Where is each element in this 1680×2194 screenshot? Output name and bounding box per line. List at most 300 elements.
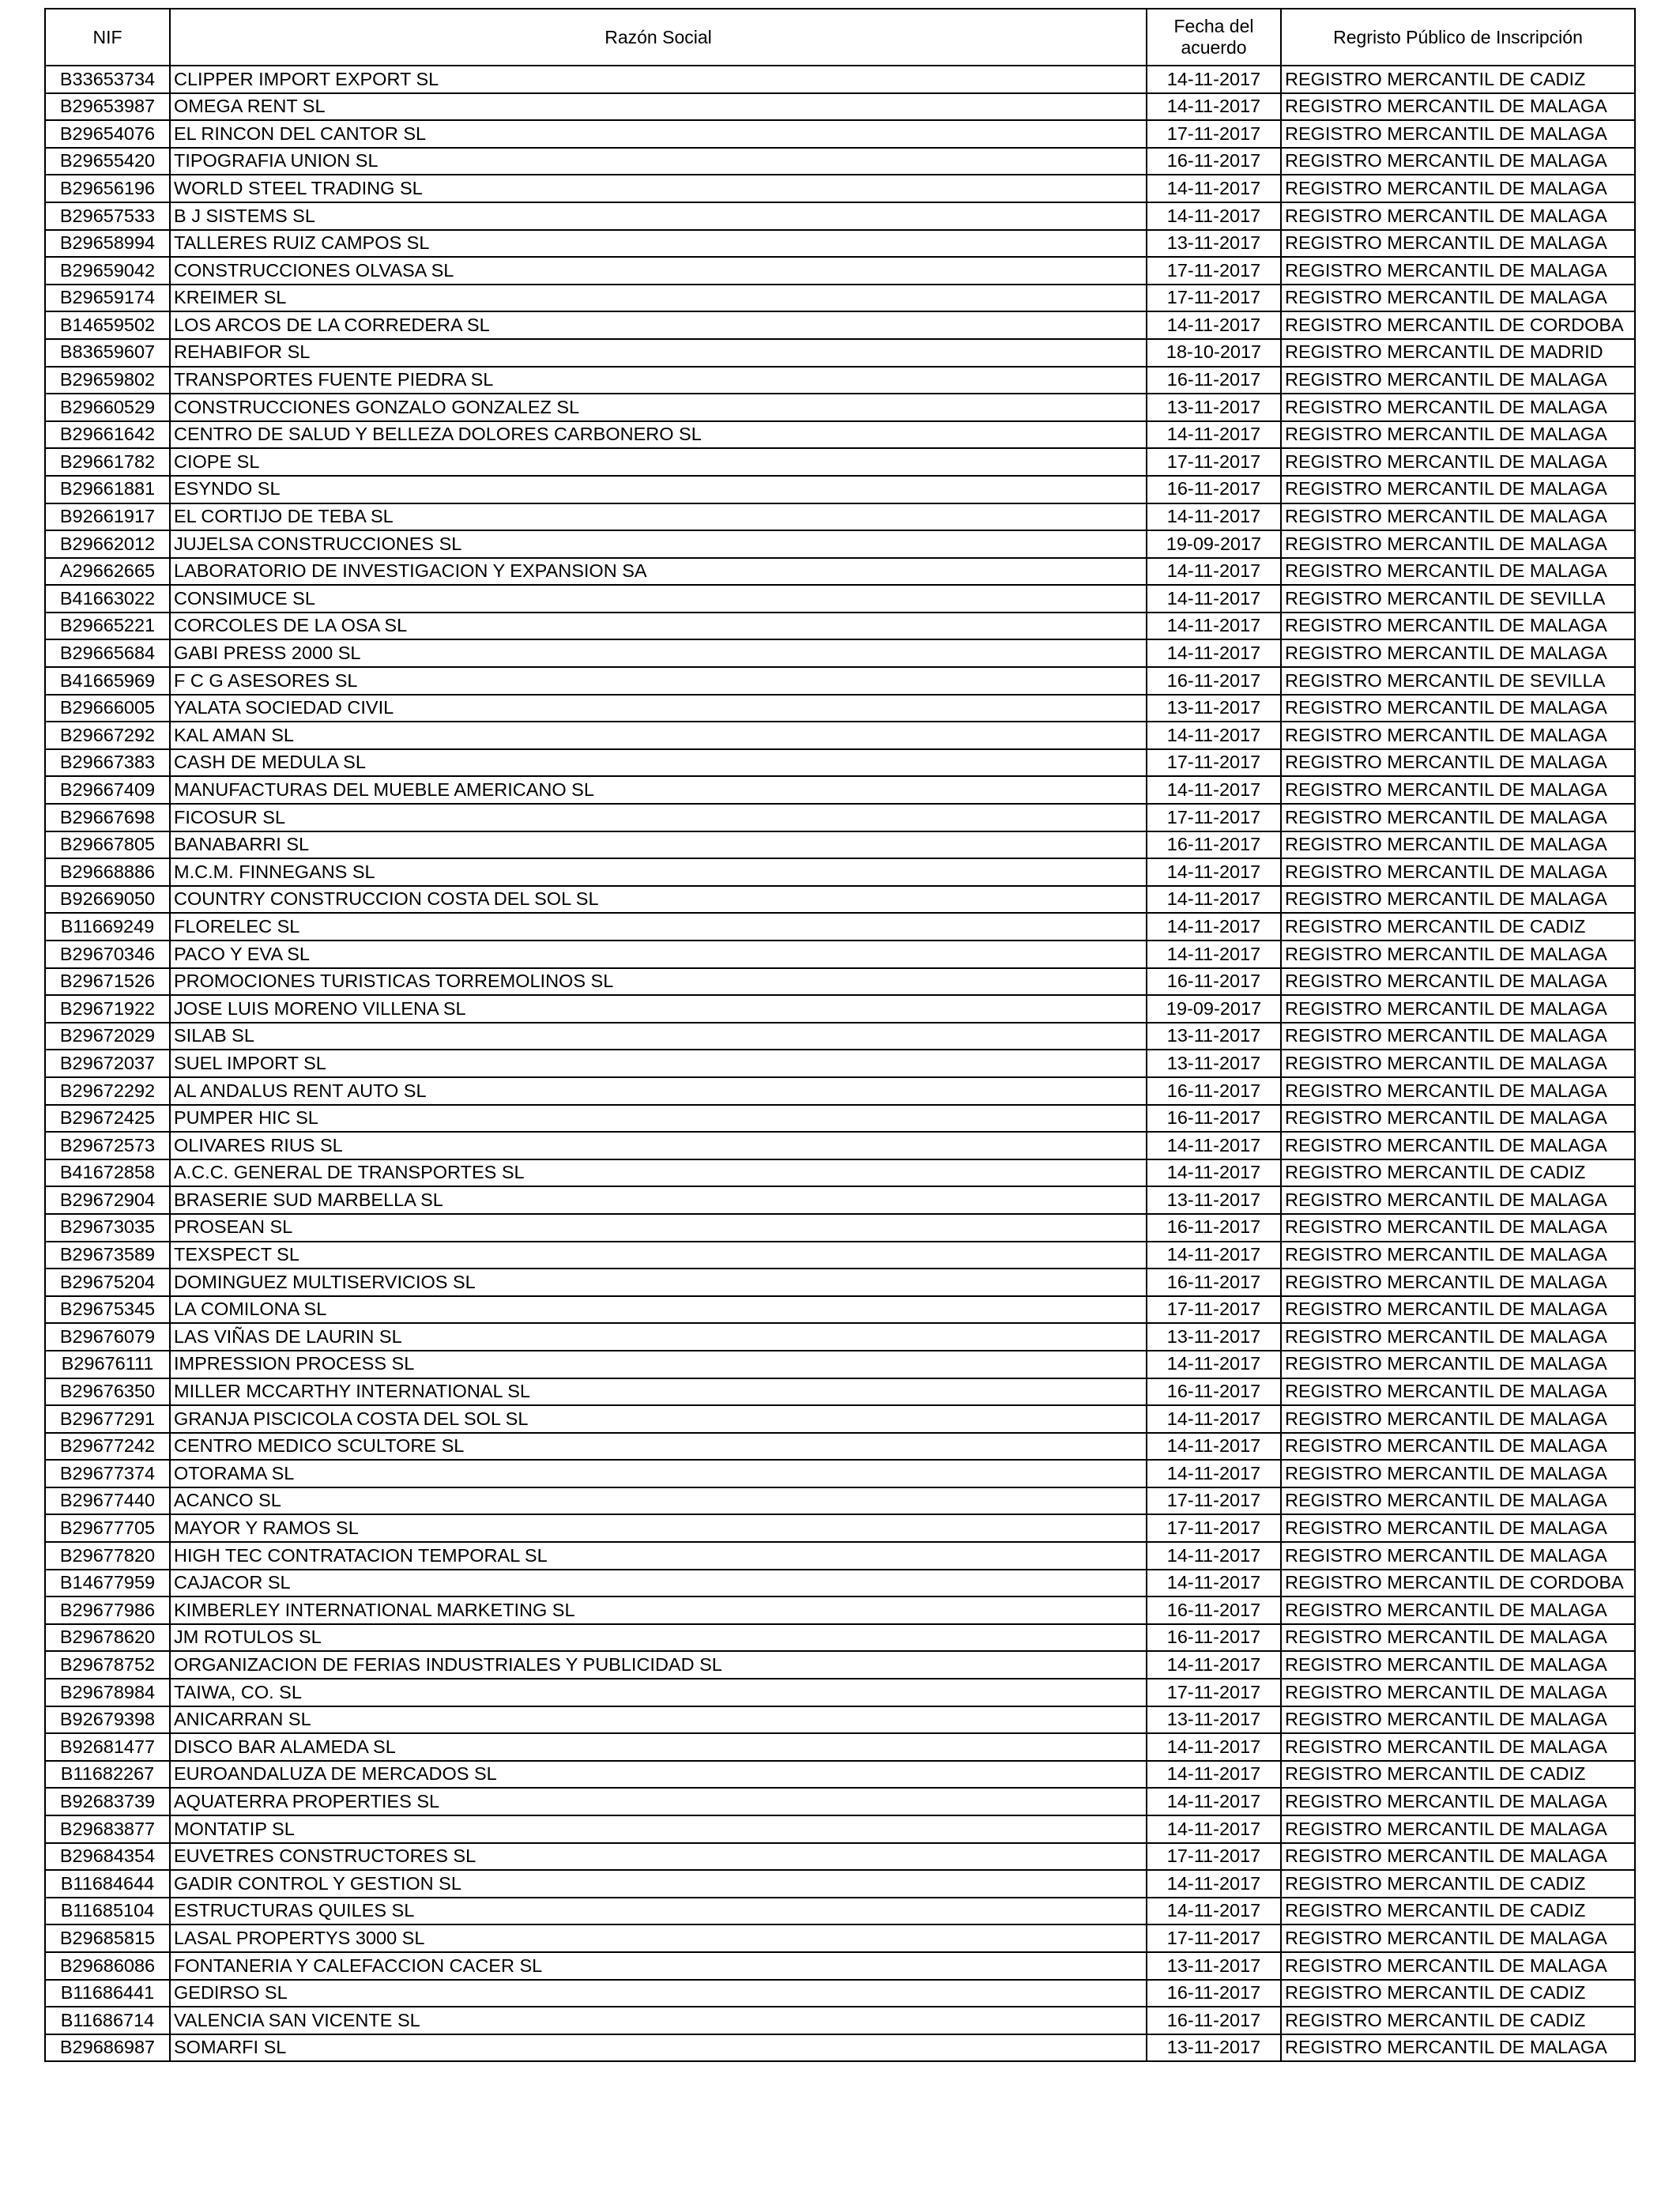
header-registro: Regristo Público de Inscripción (1281, 9, 1635, 66)
fecha-cell: 14-11-2017 (1147, 1159, 1281, 1187)
table-row (45, 1706, 1635, 1734)
nif-cell: B29672904 (45, 1186, 170, 1214)
registro-cell: REGISTRO MERCANTIL DE MALAGA (1281, 1296, 1635, 1324)
nif-cell: B29658994 (45, 230, 170, 258)
registro-cell: REGISTRO MERCANTIL DE MALAGA (1281, 941, 1635, 968)
nif-cell: B29672573 (45, 1132, 170, 1159)
registro-cell: REGISTRO MERCANTIL DE MALAGA (1281, 1924, 1635, 1952)
razon-social-cell: TALLERES RUIZ CAMPOS SL (170, 230, 1147, 258)
fecha-cell: 16-11-2017 (1147, 1624, 1281, 1652)
table-row (45, 776, 1635, 804)
razon-social-cell: SUEL IMPORT SL (170, 1050, 1147, 1077)
razon-social-cell: BRASERIE SUD MARBELLA SL (170, 1186, 1147, 1214)
razon-social-cell: EUVETRES CONSTRUCTORES SL (170, 1843, 1147, 1871)
razon-social-cell: EL CORTIJO DE TEBA SL (170, 503, 1147, 531)
nif-cell: B29686086 (45, 1952, 170, 1980)
razon-social-cell: PUMPER HIC SL (170, 1105, 1147, 1133)
registro-cell: REGISTRO MERCANTIL DE MALAGA (1281, 175, 1635, 202)
razon-social-cell: PACO Y EVA SL (170, 941, 1147, 968)
razon-social-cell: DISCO BAR ALAMEDA SL (170, 1733, 1147, 1761)
fecha-cell: 14-11-2017 (1147, 585, 1281, 613)
registro-cell: REGISTRO MERCANTIL DE MALAGA (1281, 1050, 1635, 1077)
razon-social-cell: TEXSPECT SL (170, 1242, 1147, 1269)
nif-cell: B29678620 (45, 1624, 170, 1652)
registro-cell: REGISTRO MERCANTIL DE MALAGA (1281, 858, 1635, 886)
razon-social-cell: TAIWA, CO. SL (170, 1679, 1147, 1706)
table-row (45, 1460, 1635, 1487)
table-row (45, 1815, 1635, 1843)
razon-social-cell: PROMOCIONES TURISTICAS TORREMOLINOS SL (170, 968, 1147, 996)
registro-cell: REGISTRO MERCANTIL DE MALAGA (1281, 202, 1635, 230)
registro-cell: REGISTRO MERCANTIL DE MALAGA (1281, 1023, 1635, 1050)
razon-social-cell: KAL AMAN SL (170, 722, 1147, 749)
razon-social-cell: F C G ASESORES SL (170, 667, 1147, 695)
razon-social-cell: OLIVARES RIUS SL (170, 1132, 1147, 1159)
registro-cell: REGISTRO MERCANTIL DE MALAGA (1281, 120, 1635, 148)
fecha-cell: 14-11-2017 (1147, 941, 1281, 968)
razon-social-cell: WORLD STEEL TRADING SL (170, 175, 1147, 202)
registro-cell: REGISTRO MERCANTIL DE CORDOBA (1281, 1570, 1635, 1597)
razon-social-cell: FONTANERIA Y CALEFACCION CACER SL (170, 1952, 1147, 1980)
registro-cell: REGISTRO MERCANTIL DE MALAGA (1281, 1733, 1635, 1761)
razon-social-cell: MONTATIP SL (170, 1815, 1147, 1843)
nif-cell: B29676111 (45, 1351, 170, 1378)
razon-social-cell: JM ROTULOS SL (170, 1624, 1147, 1652)
table-row (45, 1542, 1635, 1570)
fecha-cell: 14-11-2017 (1147, 558, 1281, 586)
table-row (45, 1433, 1635, 1461)
razon-social-cell: VALENCIA SAN VICENTE SL (170, 2007, 1147, 2034)
fecha-cell: 14-11-2017 (1147, 722, 1281, 749)
table-row (45, 804, 1635, 831)
registro-cell: REGISTRO MERCANTIL DE MALAGA (1281, 1077, 1635, 1105)
nif-cell: B14677959 (45, 1570, 170, 1597)
registro-cell: REGISTRO MERCANTIL DE MALAGA (1281, 1242, 1635, 1269)
table-row (45, 1624, 1635, 1652)
registro-cell: REGISTRO MERCANTIL DE MALAGA (1281, 2034, 1635, 2062)
registro-cell: REGISTRO MERCANTIL DE MALAGA (1281, 1105, 1635, 1133)
nif-cell: B29677374 (45, 1460, 170, 1487)
fecha-cell: 14-11-2017 (1147, 1651, 1281, 1679)
nif-cell: B41663022 (45, 585, 170, 613)
nif-cell: B29672292 (45, 1077, 170, 1105)
fecha-cell: 13-11-2017 (1147, 1186, 1281, 1214)
nif-cell: B29656196 (45, 175, 170, 202)
nif-cell: B29678752 (45, 1651, 170, 1679)
razon-social-cell: CENTRO MEDICO SCULTORE SL (170, 1433, 1147, 1461)
table-row (45, 311, 1635, 339)
registro-cell: REGISTRO MERCANTIL DE MALAGA (1281, 831, 1635, 859)
header-fecha-acuerdo: Fecha del acuerdo (1147, 9, 1281, 66)
nif-cell: B41665969 (45, 667, 170, 695)
table-row (45, 202, 1635, 230)
razon-social-cell: MILLER MCCARTHY INTERNATIONAL SL (170, 1378, 1147, 1406)
nif-cell: B33653734 (45, 66, 170, 93)
nif-cell: B29665221 (45, 613, 170, 640)
fecha-cell: 14-11-2017 (1147, 613, 1281, 640)
nif-cell: B29670346 (45, 941, 170, 968)
registro-cell: REGISTRO MERCANTIL DE MALAGA (1281, 1186, 1635, 1214)
fecha-cell: 14-11-2017 (1147, 311, 1281, 339)
table-row (45, 1214, 1635, 1242)
nif-cell: B29686987 (45, 2034, 170, 2062)
table-row (45, 1105, 1635, 1133)
fecha-cell: 19-09-2017 (1147, 530, 1281, 558)
razon-social-cell: EUROANDALUZA DE MERCADOS SL (170, 1761, 1147, 1789)
razon-social-cell: BANABARRI SL (170, 831, 1147, 859)
table-row (45, 66, 1635, 93)
table-row (45, 257, 1635, 285)
registro-cell: REGISTRO MERCANTIL DE MALAGA (1281, 1624, 1635, 1652)
registro-cell: REGISTRO MERCANTIL DE MALAGA (1281, 448, 1635, 476)
nif-cell: B29677242 (45, 1433, 170, 1461)
fecha-cell: 17-11-2017 (1147, 285, 1281, 312)
fecha-cell: 16-11-2017 (1147, 2007, 1281, 2034)
fecha-cell: 14-11-2017 (1147, 1898, 1281, 1925)
registro-cell: REGISTRO MERCANTIL DE MALAGA (1281, 503, 1635, 531)
nif-cell: B29678984 (45, 1679, 170, 1706)
nif-cell: B11686714 (45, 2007, 170, 2034)
nif-cell: B41672858 (45, 1159, 170, 1187)
registro-cell: REGISTRO MERCANTIL DE MALAGA (1281, 1815, 1635, 1843)
table-row (45, 667, 1635, 695)
table-row (45, 230, 1635, 258)
table-row (45, 476, 1635, 503)
razon-social-cell: GEDIRSO SL (170, 1980, 1147, 2007)
table-row (45, 1788, 1635, 1815)
fecha-cell: 13-11-2017 (1147, 1706, 1281, 1734)
table-row (45, 1296, 1635, 1324)
fecha-cell: 16-11-2017 (1147, 1214, 1281, 1242)
razon-social-cell: EL RINCON DEL CANTOR SL (170, 120, 1147, 148)
razon-social-cell: ANICARRAN SL (170, 1706, 1147, 1734)
nif-cell: B29667383 (45, 749, 170, 777)
registro-cell: REGISTRO MERCANTIL DE MALAGA (1281, 1132, 1635, 1159)
nif-cell: B11682267 (45, 1761, 170, 1789)
razon-social-cell: JUJELSA CONSTRUCCIONES SL (170, 530, 1147, 558)
table-row (45, 2034, 1635, 2062)
registro-cell: REGISTRO MERCANTIL DE MALAGA (1281, 1433, 1635, 1461)
fecha-cell: 16-11-2017 (1147, 831, 1281, 859)
fecha-cell: 13-11-2017 (1147, 695, 1281, 722)
fecha-cell: 16-11-2017 (1147, 367, 1281, 394)
registro-cell: REGISTRO MERCANTIL DE MALAGA (1281, 1542, 1635, 1570)
razon-social-cell: LOS ARCOS DE LA CORREDERA SL (170, 311, 1147, 339)
razon-social-cell: OMEGA RENT SL (170, 93, 1147, 121)
registro-cell: REGISTRO MERCANTIL DE MALAGA (1281, 1651, 1635, 1679)
registro-cell: REGISTRO MERCANTIL DE CADIZ (1281, 913, 1635, 941)
registro-cell: REGISTRO MERCANTIL DE MALAGA (1281, 1596, 1635, 1624)
table-row (45, 1843, 1635, 1871)
fecha-cell: 13-11-2017 (1147, 1952, 1281, 1980)
table-row (45, 585, 1635, 613)
table-row (45, 1242, 1635, 1269)
fecha-cell: 13-11-2017 (1147, 230, 1281, 258)
table-row (45, 394, 1635, 421)
razon-social-cell: DOMINGUEZ MULTISERVICIOS SL (170, 1269, 1147, 1296)
fecha-cell: 14-11-2017 (1147, 639, 1281, 667)
registro-cell: REGISTRO MERCANTIL DE MALAGA (1281, 1487, 1635, 1515)
nif-cell: B29668886 (45, 858, 170, 886)
fecha-cell: 17-11-2017 (1147, 1514, 1281, 1542)
nif-cell: B29675345 (45, 1296, 170, 1324)
fecha-cell: 17-11-2017 (1147, 1296, 1281, 1324)
razon-social-cell: GRANJA PISCICOLA COSTA DEL SOL SL (170, 1405, 1147, 1433)
nif-cell: B29667805 (45, 831, 170, 859)
razon-social-cell: CONSTRUCCIONES GONZALO GONZALEZ SL (170, 394, 1147, 421)
fecha-cell: 14-11-2017 (1147, 1761, 1281, 1789)
nif-cell: B29683877 (45, 1815, 170, 1843)
registro-cell: REGISTRO MERCANTIL DE MALAGA (1281, 558, 1635, 586)
registro-cell: REGISTRO MERCANTIL DE CADIZ (1281, 1898, 1635, 1925)
registro-cell: REGISTRO MERCANTIL DE CORDOBA (1281, 311, 1635, 339)
razon-social-cell: CIOPE SL (170, 448, 1147, 476)
table-row (45, 613, 1635, 640)
nif-cell: B29659042 (45, 257, 170, 285)
nif-cell: B11669249 (45, 913, 170, 941)
table-row (45, 1050, 1635, 1077)
fecha-cell: 16-11-2017 (1147, 1378, 1281, 1406)
registro-cell: REGISTRO MERCANTIL DE MALAGA (1281, 257, 1635, 285)
fecha-cell: 16-11-2017 (1147, 148, 1281, 175)
fecha-cell: 17-11-2017 (1147, 804, 1281, 831)
registro-cell: REGISTRO MERCANTIL DE MALAGA (1281, 886, 1635, 914)
nif-cell: B29667292 (45, 722, 170, 749)
razon-social-cell: JOSE LUIS MORENO VILLENA SL (170, 995, 1147, 1023)
razon-social-cell: ESTRUCTURAS QUILES SL (170, 1898, 1147, 1925)
razon-social-cell: ACANCO SL (170, 1487, 1147, 1515)
table-row (45, 1952, 1635, 1980)
razon-social-cell: ORGANIZACION DE FERIAS INDUSTRIALES Y PUBLICIDAD SL (170, 1651, 1147, 1679)
fecha-cell: 14-11-2017 (1147, 1242, 1281, 1269)
fecha-cell: 14-11-2017 (1147, 1570, 1281, 1597)
fecha-cell: 14-11-2017 (1147, 886, 1281, 914)
fecha-cell: 17-11-2017 (1147, 1924, 1281, 1952)
table-row (45, 421, 1635, 449)
fecha-cell: 14-11-2017 (1147, 1351, 1281, 1378)
registry-table (44, 8, 1636, 2062)
table-row (45, 1405, 1635, 1433)
table-row (45, 941, 1635, 968)
table-row (45, 1323, 1635, 1351)
nif-cell: B83659607 (45, 339, 170, 367)
table-row (45, 1378, 1635, 1406)
nif-cell: B11685104 (45, 1898, 170, 1925)
table-row (45, 1761, 1635, 1789)
table-row (45, 1487, 1635, 1515)
table-row (45, 639, 1635, 667)
nif-cell: B29657533 (45, 202, 170, 230)
razon-social-cell: ESYNDO SL (170, 476, 1147, 503)
table-row (45, 1870, 1635, 1898)
nif-cell: B29676350 (45, 1378, 170, 1406)
table-row (45, 530, 1635, 558)
nif-cell: B29653987 (45, 93, 170, 121)
razon-social-cell: B J SISTEMS SL (170, 202, 1147, 230)
table-row (45, 886, 1635, 914)
header-nif: NIF (45, 9, 170, 66)
table-row (45, 1132, 1635, 1159)
fecha-cell: 16-11-2017 (1147, 476, 1281, 503)
table-row (45, 448, 1635, 476)
fecha-cell: 13-11-2017 (1147, 1050, 1281, 1077)
razon-social-cell: LA COMILONA SL (170, 1296, 1147, 1324)
nif-cell: B29675204 (45, 1269, 170, 1296)
table-row (45, 148, 1635, 175)
fecha-cell: 17-11-2017 (1147, 749, 1281, 777)
registro-cell: REGISTRO MERCANTIL DE MALAGA (1281, 1378, 1635, 1406)
razon-social-cell: CLIPPER IMPORT EXPORT SL (170, 66, 1147, 93)
razon-social-cell: CORCOLES DE LA OSA SL (170, 613, 1147, 640)
fecha-cell: 18-10-2017 (1147, 339, 1281, 367)
razon-social-cell: LABORATORIO DE INVESTIGACION Y EXPANSION SA (170, 558, 1147, 586)
razon-social-cell: AL ANDALUS RENT AUTO SL (170, 1077, 1147, 1105)
table-row (45, 1077, 1635, 1105)
nif-cell: A29662665 (45, 558, 170, 586)
registro-cell: REGISTRO MERCANTIL DE MALAGA (1281, 394, 1635, 421)
registro-cell: REGISTRO MERCANTIL DE MALAGA (1281, 968, 1635, 996)
nif-cell: B29659802 (45, 367, 170, 394)
table-row (45, 1023, 1635, 1050)
nif-cell: B29666005 (45, 695, 170, 722)
nif-cell: B29672425 (45, 1105, 170, 1133)
razon-social-cell: LAS VIÑAS DE LAURIN SL (170, 1323, 1147, 1351)
registro-cell: REGISTRO MERCANTIL DE MALAGA (1281, 1679, 1635, 1706)
razon-social-cell: M.C.M. FINNEGANS SL (170, 858, 1147, 886)
razon-social-cell: KREIMER SL (170, 285, 1147, 312)
table-row (45, 968, 1635, 996)
nif-cell: B29671922 (45, 995, 170, 1023)
fecha-cell: 14-11-2017 (1147, 913, 1281, 941)
registro-cell: REGISTRO MERCANTIL DE CADIZ (1281, 2007, 1635, 2034)
table-row (45, 1159, 1635, 1187)
registro-cell: REGISTRO MERCANTIL DE MALAGA (1281, 695, 1635, 722)
razon-social-cell: FICOSUR SL (170, 804, 1147, 831)
nif-cell: B29677440 (45, 1487, 170, 1515)
razon-social-cell: OTORAMA SL (170, 1460, 1147, 1487)
registro-cell: REGISTRO MERCANTIL DE MALAGA (1281, 639, 1635, 667)
registro-cell: REGISTRO MERCANTIL DE SEVILLA (1281, 585, 1635, 613)
fecha-cell: 17-11-2017 (1147, 1679, 1281, 1706)
fecha-cell: 16-11-2017 (1147, 1596, 1281, 1624)
table-row (45, 120, 1635, 148)
table-row (45, 1186, 1635, 1214)
fecha-cell: 14-11-2017 (1147, 1132, 1281, 1159)
nif-cell: B29673035 (45, 1214, 170, 1242)
table-row (45, 175, 1635, 202)
nif-cell: B92681477 (45, 1733, 170, 1761)
nif-cell: B29672037 (45, 1050, 170, 1077)
table-row (45, 1733, 1635, 1761)
table-body (45, 66, 1635, 2061)
nif-cell: B29660529 (45, 394, 170, 421)
registro-cell: REGISTRO MERCANTIL DE CADIZ (1281, 1870, 1635, 1898)
registro-cell: REGISTRO MERCANTIL DE CADIZ (1281, 1761, 1635, 1789)
fecha-cell: 14-11-2017 (1147, 1788, 1281, 1815)
registro-cell: REGISTRO MERCANTIL DE MALAGA (1281, 613, 1635, 640)
registro-cell: REGISTRO MERCANTIL DE MALAGA (1281, 1843, 1635, 1871)
fecha-cell: 14-11-2017 (1147, 1815, 1281, 1843)
razon-social-cell: SILAB SL (170, 1023, 1147, 1050)
nif-cell: B29659174 (45, 285, 170, 312)
fecha-cell: 17-11-2017 (1147, 1843, 1281, 1871)
fecha-cell: 14-11-2017 (1147, 1870, 1281, 1898)
nif-cell: B29676079 (45, 1323, 170, 1351)
fecha-cell: 13-11-2017 (1147, 1323, 1281, 1351)
nif-cell: B11684644 (45, 1870, 170, 1898)
fecha-cell: 14-11-2017 (1147, 175, 1281, 202)
fecha-cell: 17-11-2017 (1147, 1487, 1281, 1515)
fecha-cell: 14-11-2017 (1147, 421, 1281, 449)
registro-cell: REGISTRO MERCANTIL DE MALAGA (1281, 285, 1635, 312)
fecha-cell: 16-11-2017 (1147, 968, 1281, 996)
fecha-cell: 14-11-2017 (1147, 1433, 1281, 1461)
nif-cell: B29661642 (45, 421, 170, 449)
registro-cell: REGISTRO MERCANTIL DE MALAGA (1281, 1952, 1635, 1980)
nif-cell: B92683739 (45, 1788, 170, 1815)
registro-cell: REGISTRO MERCANTIL DE MALAGA (1281, 93, 1635, 121)
table-row (45, 1651, 1635, 1679)
registro-cell: REGISTRO MERCANTIL DE MALAGA (1281, 530, 1635, 558)
fecha-cell: 14-11-2017 (1147, 1542, 1281, 1570)
razon-social-cell: PROSEAN SL (170, 1214, 1147, 1242)
razon-social-cell: CONSIMUCE SL (170, 585, 1147, 613)
registro-cell: REGISTRO MERCANTIL DE MALAGA (1281, 1788, 1635, 1815)
nif-cell: B29677705 (45, 1514, 170, 1542)
table-row (45, 93, 1635, 121)
razon-social-cell: TIPOGRAFIA UNION SL (170, 148, 1147, 175)
table-row (45, 722, 1635, 749)
registro-cell: REGISTRO MERCANTIL DE MALAGA (1281, 1405, 1635, 1433)
razon-social-cell: FLORELEC SL (170, 913, 1147, 941)
nif-cell: B29665684 (45, 639, 170, 667)
fecha-cell: 14-11-2017 (1147, 858, 1281, 886)
registro-cell: REGISTRO MERCANTIL DE MALAGA (1281, 148, 1635, 175)
razon-social-cell: SOMARFI SL (170, 2034, 1147, 2062)
registro-cell: REGISTRO MERCANTIL DE MALAGA (1281, 804, 1635, 831)
nif-cell: B29667409 (45, 776, 170, 804)
table-row (45, 339, 1635, 367)
fecha-cell: 16-11-2017 (1147, 1077, 1281, 1105)
table-row (45, 749, 1635, 777)
fecha-cell: 14-11-2017 (1147, 93, 1281, 121)
nif-cell: B29655420 (45, 148, 170, 175)
nif-cell: B29661782 (45, 448, 170, 476)
registro-cell: REGISTRO MERCANTIL DE SEVILLA (1281, 667, 1635, 695)
nif-cell: B29661881 (45, 476, 170, 503)
razon-social-cell: MANUFACTURAS DEL MUEBLE AMERICANO SL (170, 776, 1147, 804)
table-row (45, 995, 1635, 1023)
table-row (45, 285, 1635, 312)
fecha-cell: 17-11-2017 (1147, 448, 1281, 476)
razon-social-cell: CASH DE MEDULA SL (170, 749, 1147, 777)
registro-cell: REGISTRO MERCANTIL DE MADRID (1281, 339, 1635, 367)
fecha-cell: 16-11-2017 (1147, 1980, 1281, 2007)
registro-cell: REGISTRO MERCANTIL DE MALAGA (1281, 1351, 1635, 1378)
nif-cell: B92661917 (45, 503, 170, 531)
fecha-cell: 14-11-2017 (1147, 1733, 1281, 1761)
table-row (45, 1679, 1635, 1706)
fecha-cell: 16-11-2017 (1147, 667, 1281, 695)
fecha-cell: 19-09-2017 (1147, 995, 1281, 1023)
nif-cell: B29667698 (45, 804, 170, 831)
razon-social-cell: LASAL PROPERTYS 3000 SL (170, 1924, 1147, 1952)
razon-social-cell: COUNTRY CONSTRUCCION COSTA DEL SOL SL (170, 886, 1147, 914)
header-row (45, 9, 1635, 66)
nif-cell: B29672029 (45, 1023, 170, 1050)
razon-social-cell: CAJACOR SL (170, 1570, 1147, 1597)
table-row (45, 1980, 1635, 2007)
